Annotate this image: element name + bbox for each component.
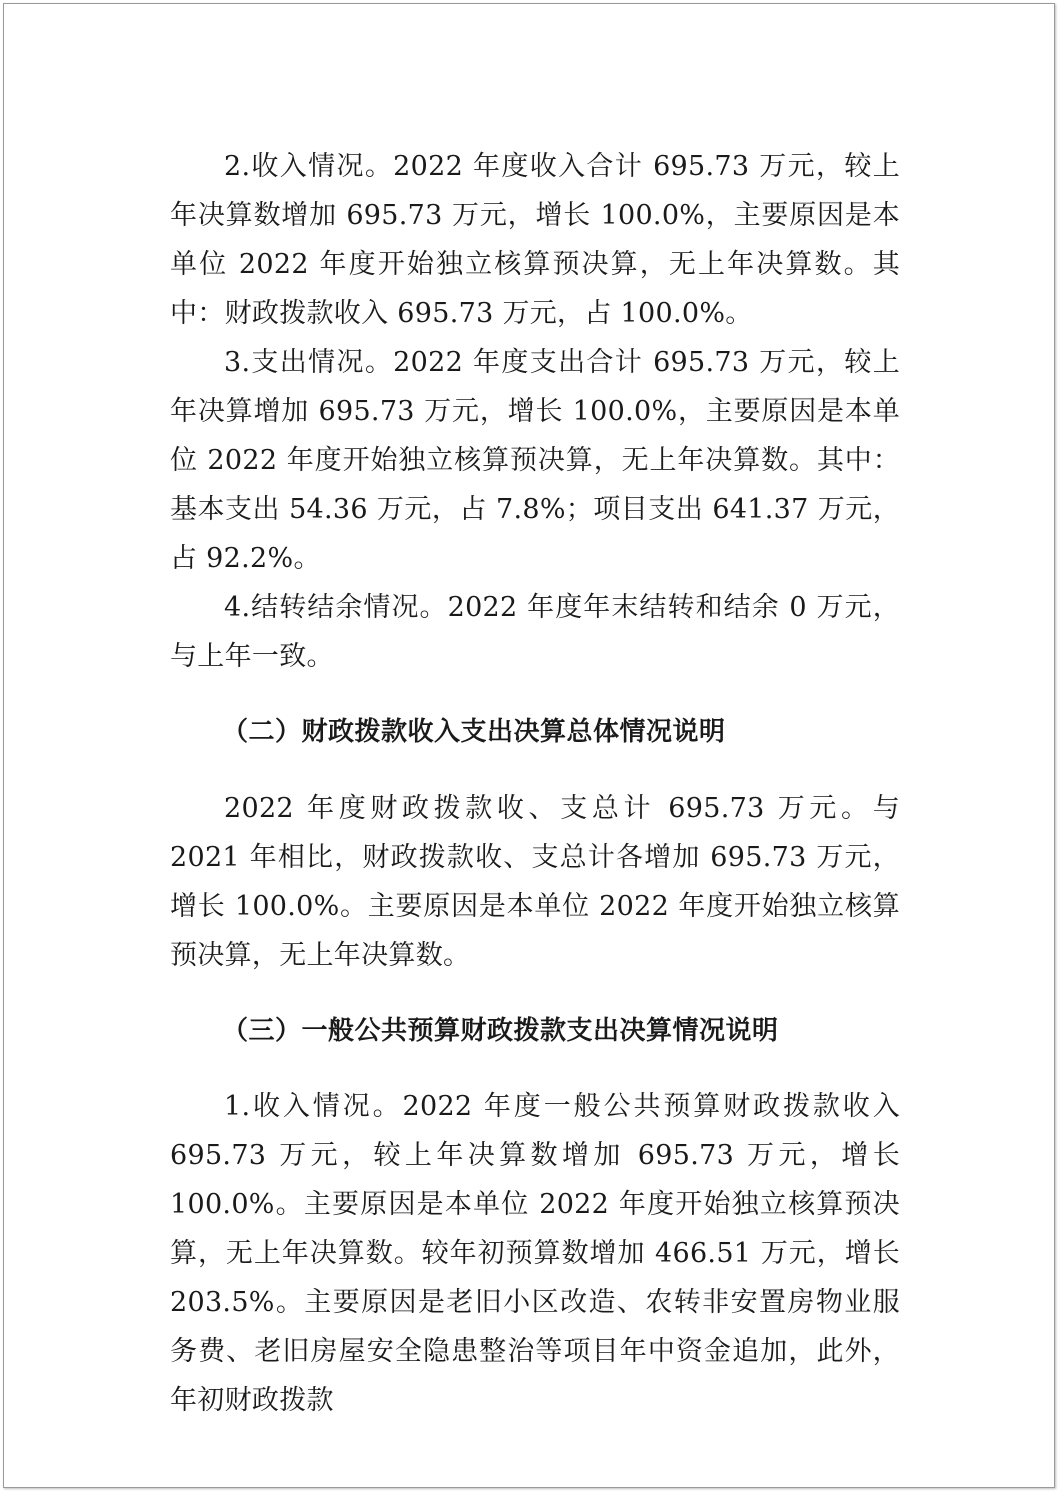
- section-3-paragraph: 1.收入情况。2022 年度一般公共预算财政拨款收入 695.73 万元，较上年决算数增加 695.73 万元，增长 100.0%。主要原因是本单位 2022 年度开始独立核算预决算，无上年决算数。较年初预算数增加 466.51 万元，增长 203.5%。主要原因是老旧小区改造、农转非安置房物业服务费、老旧房屋安全隐患整治等项目年中资金追加，此外，年初财政拨款: [170, 1091, 900, 1416]
- section-2-heading: （二）财政拨款收入支出决算总体情况说明: [222, 717, 726, 747]
- section-3-heading: （三）一般公共预算财政拨款支出决算情况说明: [222, 1016, 779, 1046]
- paragraph-expenditure: 3.支出情况。2022 年度支出合计 695.73 万元，较上年决算增加 695.73 万元，增长 100.0%，主要原因是本单位 2022 年度开始独立核算预决算，无上年决算数。其中：基本支出 54.36 万元，占 7.8%；项目支出 641.37 万元，占 92.2%。: [170, 347, 900, 574]
- document-body: [170, 142, 900, 1425]
- document-page: [3, 3, 1055, 1488]
- paragraph-income: 2.收入情况。2022 年度收入合计 695.73 万元，较上年决算数增加 695.73 万元，增长 100.0%，主要原因是本单位 2022 年度开始独立核算预决算，无上年决算数。其中：财政拨款收入 695.73 万元，占 100.0%。: [170, 151, 900, 329]
- paragraph-carryover: 4.结转结余情况。2022 年度年末结转和结余 0 万元，与上年一致。: [170, 592, 900, 672]
- section-2-paragraph: 2022 年度财政拨款收、支总计 695.73 万元。与 2021 年相比，财政拨款收、支总计各增加 695.73 万元，增长 100.0%。主要原因是本单位 2022 年度开始独立核算预决算，无上年决算数。: [170, 793, 900, 971]
